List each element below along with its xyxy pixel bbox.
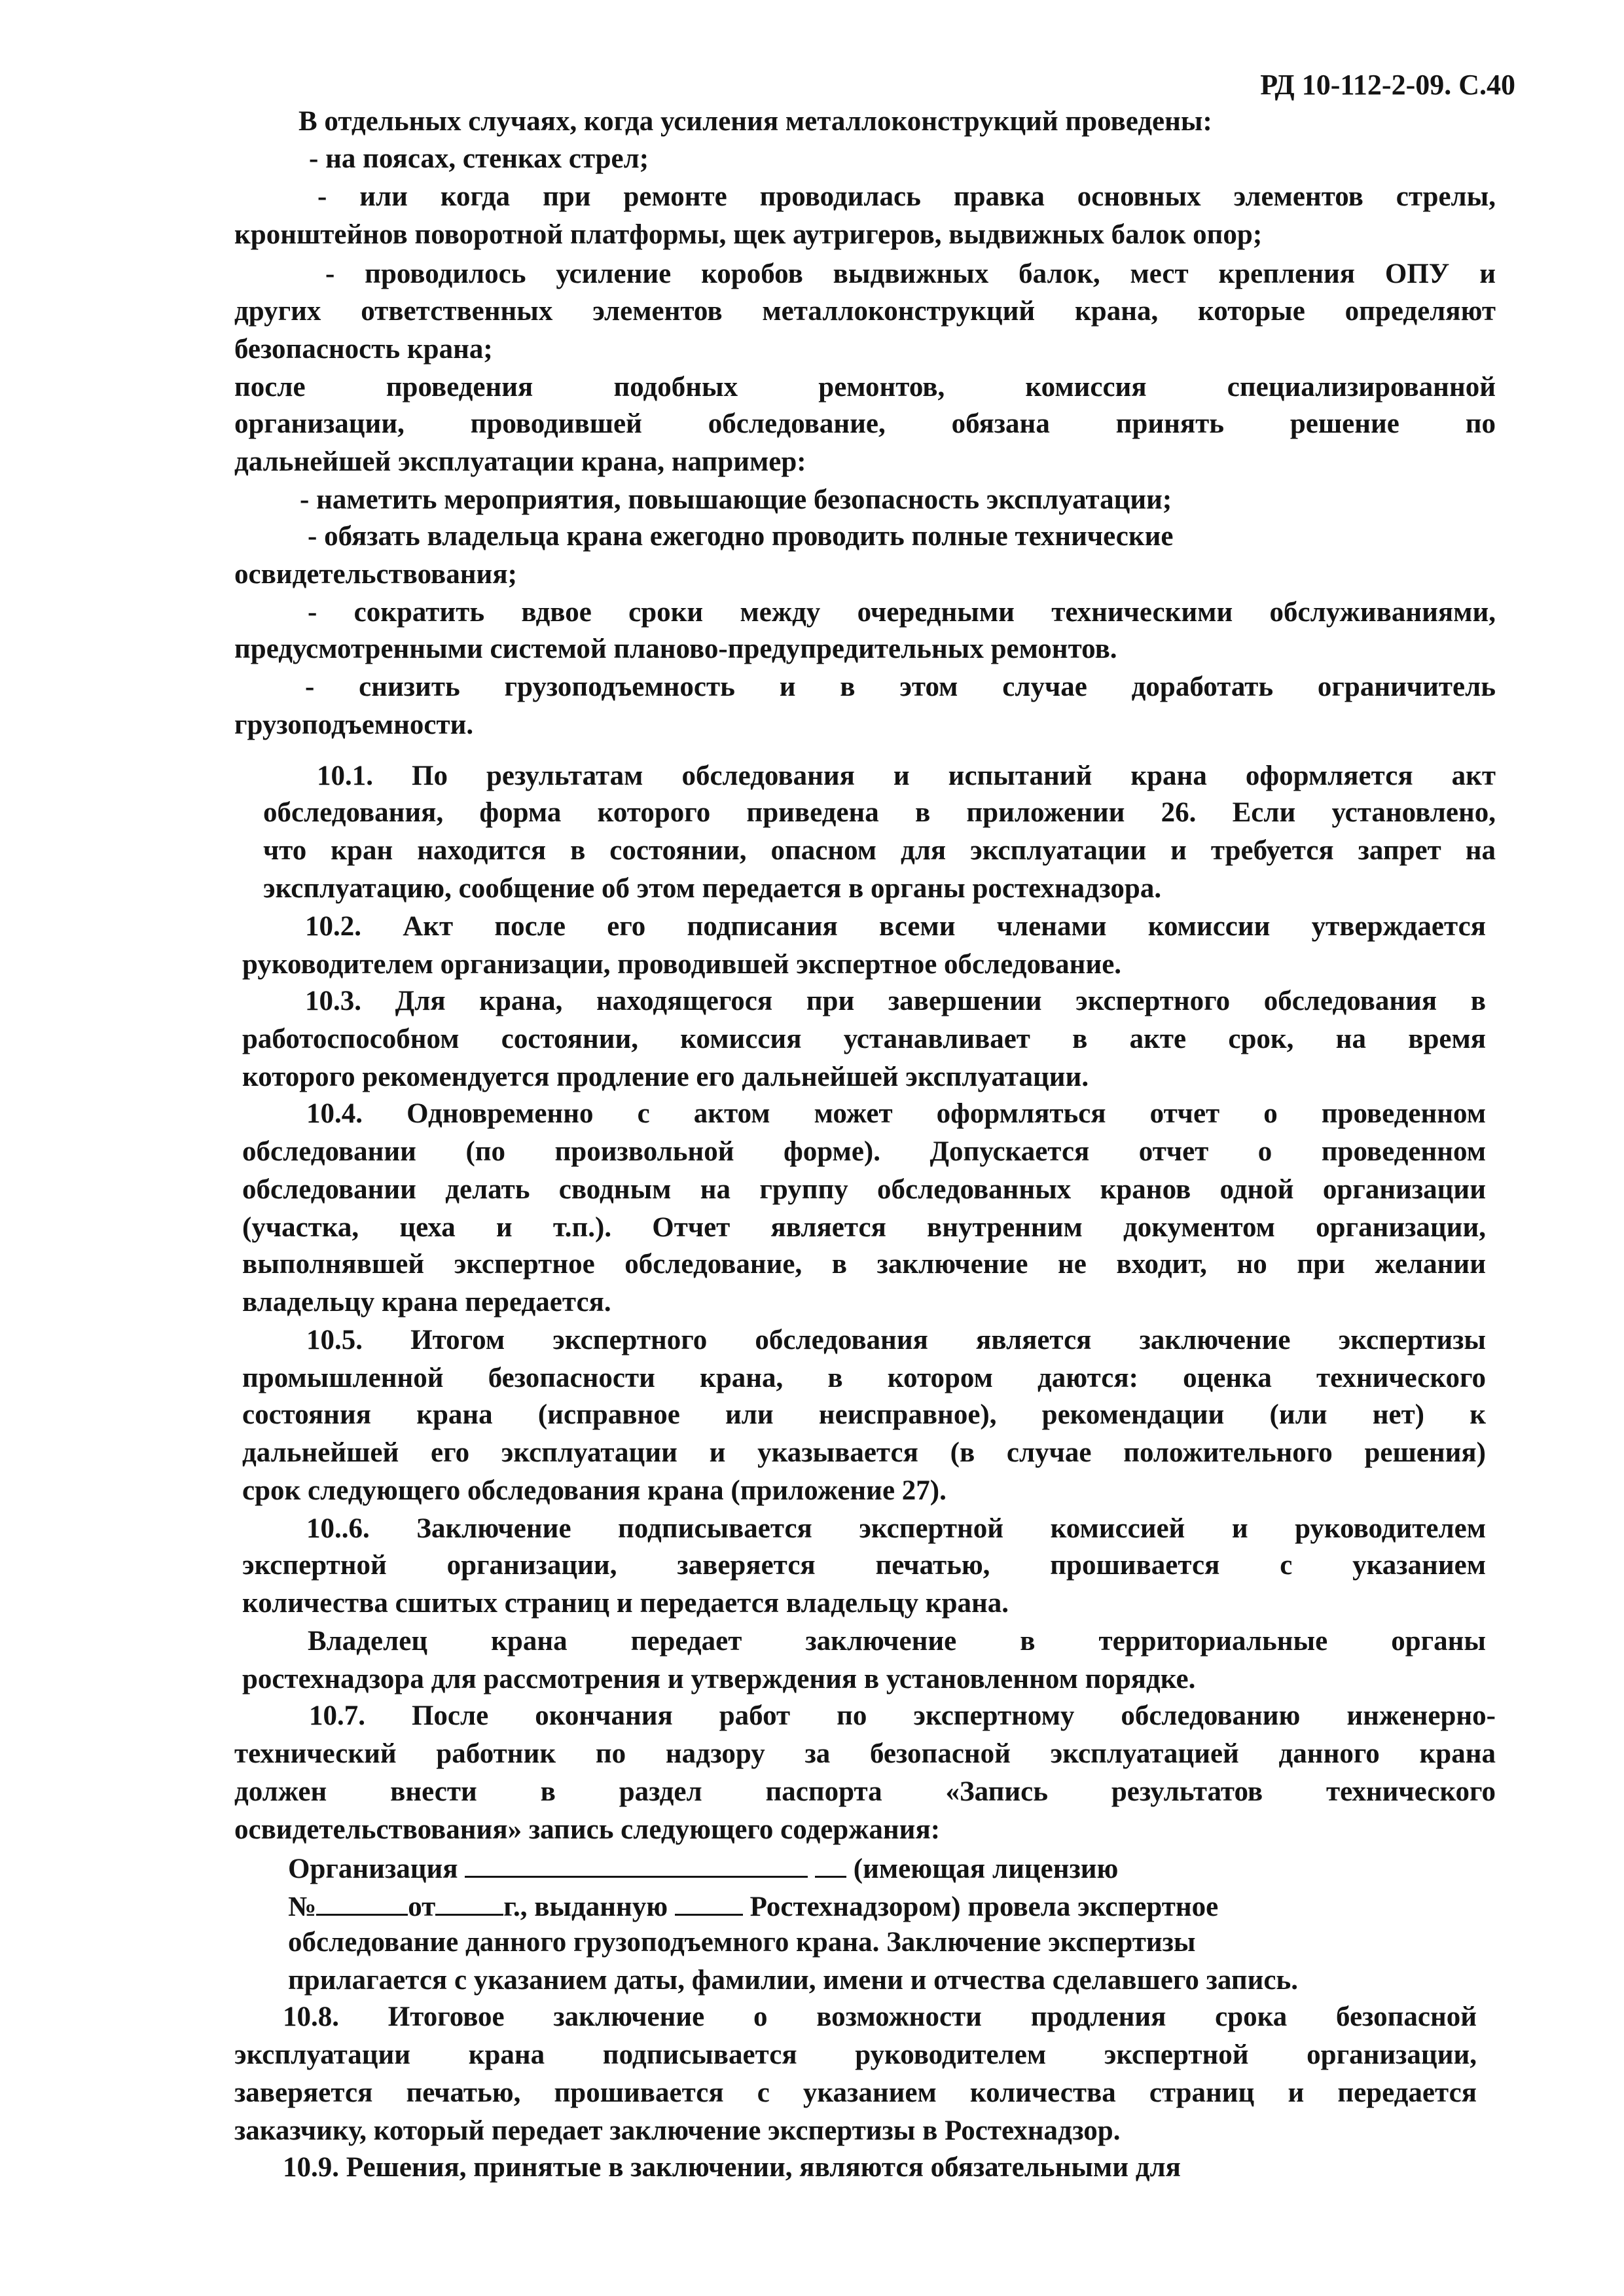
intro-line: - на поясах, стенках стрел; <box>309 143 649 174</box>
paragraph-line: руководителем организации, проводившей экспертное обследование. <box>242 949 1122 980</box>
paragraph-line: 10..6. Заключение подписывается экспертной комиссией и руководителем <box>306 1513 1486 1544</box>
number-label: № <box>288 1892 317 1922</box>
paragraph-line: состояния крана (исправное или неисправное), рекомендации (или нет) к <box>242 1399 1486 1430</box>
paragraph-line: заказчику, который передает заключение экспертизы в Ростехнадзор. <box>234 2115 1121 2146</box>
intro-line: после проведения подобных ремонтов, комиссия специализированной <box>234 372 1496 403</box>
intro-line: - обязать владельца крана ежегодно проводить полные технические <box>308 521 1174 552</box>
organization-blank-short <box>815 1850 846 1878</box>
paragraph-line: экспертной организации, заверяется печатью, прошивается с указанием <box>242 1550 1486 1581</box>
intro-line: - сократить вдвое сроки между очередными техническими обслуживаниями, <box>308 597 1496 628</box>
intro-line: - наметить мероприятия, повышающие безопасность эксплуатации; <box>300 484 1172 515</box>
paragraph-line: 10.7. После окончания работ по экспертному обследованию инженерно- <box>309 1700 1496 1731</box>
intro-line: - снизить грузоподъемность и в этом случае доработать ограничитель <box>305 672 1496 702</box>
intro-line: - или когда при ремонте проводилась правка основных элементов стрелы, <box>317 181 1496 212</box>
paragraph-line: что кран находится в состоянии, опасном для эксплуатации и требуется запрет на <box>263 835 1496 866</box>
intro-line: дальнейшей эксплуатации крана, например: <box>234 446 806 477</box>
issuer-blank <box>675 1888 743 1916</box>
paragraph-line: эксплуатации крана подписывается руководителем экспертной организации, <box>234 2039 1477 2070</box>
paragraph-line: 10.2. Акт после его подписания всеми членами комиссии утверждается <box>305 911 1486 942</box>
paragraph-line: выполнявшей экспертное обследование, в заключение не входит, но при желании <box>242 1249 1486 1280</box>
issuer-text: Ростехнадзором) провела экспертное <box>749 1892 1219 1922</box>
form-line-license <box>288 1888 1218 1924</box>
paragraph-line: 10.5. Итогом экспертного обследования является заключение экспертизы <box>306 1325 1486 1355</box>
paragraph-line: работоспособном состоянии, комиссия устанавливает в акте срок, на время <box>242 1024 1486 1054</box>
paragraph-line: освидетельствования» запись следующего содержания: <box>234 1814 941 1845</box>
paragraph-line: Владелец крана передает заключение в территориальные органы <box>308 1626 1486 1657</box>
paragraph-line: 10.3. Для крана, находящегося при завершении экспертного обследования в <box>305 986 1486 1016</box>
intro-line: предусмотренными системой планово-предупредительных ремонтов. <box>234 634 1117 664</box>
paragraph-line: количества сшитых страниц и передается владельцу крана. <box>242 1588 1009 1619</box>
paragraph-line: заверяется печатью, прошивается с указанием количества страниц и передается <box>234 2077 1477 2108</box>
intro-line: других ответственных элементов металлоконструкций крана, которые определяют <box>234 296 1496 327</box>
date-blank <box>435 1888 503 1916</box>
paragraph-line: обследовании делать сводным на группу обследованных кранов одной организации <box>242 1174 1486 1205</box>
paragraph-line: 10.4. Одновременно с актом может оформляться отчет о проведенном <box>306 1098 1486 1129</box>
paragraph-line: владельцу крана передается. <box>242 1287 611 1318</box>
from-label: от <box>408 1892 436 1922</box>
intro-line: освидетельствования; <box>234 559 517 590</box>
organization-blank <box>465 1850 808 1878</box>
intro-line: безопасность крана; <box>234 334 493 365</box>
paragraph-line: 10.1. По результатам обследования и испытаний крана оформляется акт <box>317 761 1496 791</box>
license-text: (имеющая лицензию <box>853 1854 1119 1884</box>
intro-line: кронштейнов поворотной платформы, щек аутригеров, выдвижных балок опор; <box>234 219 1263 250</box>
paragraph-line: должен внести в раздел паспорта «Запись результатов технического <box>234 1776 1496 1807</box>
intro-line: грузоподъемности. <box>234 709 474 740</box>
paragraph-line: 10.8. Итоговое заключение о возможности продления срока безопасной <box>283 2001 1477 2032</box>
paragraph-line: обследования, форма которого приведена в приложении 26. Если установлено, <box>263 797 1496 828</box>
paragraph-line: (участка, цеха и т.п.). Отчет является внутренним документом организации, <box>242 1212 1486 1243</box>
organization-label: Организация <box>288 1854 458 1884</box>
form-line-organization <box>288 1850 1118 1886</box>
paragraph-line: обследовании (по произвольной форме). Допускается отчет о проведенном <box>242 1136 1486 1167</box>
paragraph-line: технический работник по надзору за безопасной эксплуатацией данного крана <box>234 1738 1496 1769</box>
number-blank <box>316 1888 408 1916</box>
paragraph-line: которого рекомендуется продление его дальнейшей эксплуатации. <box>242 1062 1089 1092</box>
document-header: РД 10-112-2-09. С.40 <box>1260 69 1515 101</box>
form-line: прилагается с указанием даты, фамилии, имени и отчества сделавшего запись. <box>288 1965 1298 1996</box>
paragraph-line: ростехнадзора для рассмотрения и утверждения в установленном порядке. <box>242 1664 1196 1695</box>
intro-line: - проводилось усиление коробов выдвижных балок, мест крепления ОПУ и <box>325 259 1496 289</box>
paragraph-line: срок следующего обследования крана (приложение 27). <box>242 1475 947 1506</box>
intro-line: организации, проводившей обследование, обязана принять решение по <box>234 408 1496 439</box>
paragraph-line: 10.9. Решения, принятые в заключении, являются обязательными для <box>283 2152 1181 2183</box>
intro-line: В отдельных случаях, когда усиления металлоконструкций проведены: <box>298 106 1212 137</box>
paragraph-line: промышленной безопасности крана, в котором даются: оценка технического <box>242 1363 1486 1393</box>
form-line: обследование данного грузоподъемного крана. Заключение экспертизы <box>288 1927 1196 1958</box>
year-label: г., выданную <box>503 1892 668 1922</box>
paragraph-line: эксплуатацию, сообщение об этом передается в органы ростехнадзора. <box>263 873 1162 904</box>
paragraph-line: дальнейшей его эксплуатации и указывается (в случае положительного решения) <box>242 1437 1486 1468</box>
